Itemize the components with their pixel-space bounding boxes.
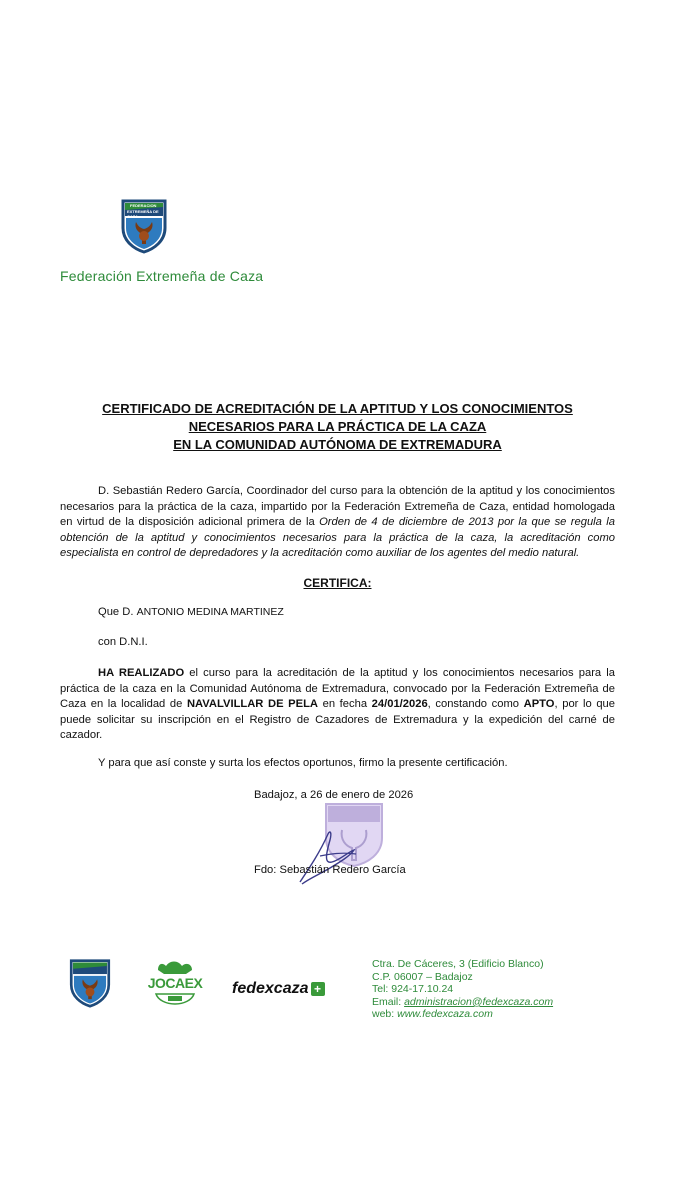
plus-icon: + (311, 982, 325, 996)
federation-logo (120, 198, 168, 254)
person-line (98, 606, 284, 618)
signature-line: Fdo: Sebastián Redero García (254, 864, 406, 876)
que-prefix: Que D. (98, 606, 134, 618)
phone: Tel: 924-17.10.24 (372, 983, 454, 996)
intro-paragraph (60, 484, 615, 562)
org-name: Federación Extremeña de Caza (60, 268, 264, 284)
realizado-text: , por lo que puede solicitar su inscripción en el Registro de Cazadores de Extremadura y la expedición del carné de cazador. (60, 698, 615, 741)
realizado-text: en fecha (318, 698, 372, 710)
web-link[interactable]: www.fedexcaza.com (397, 1008, 493, 1021)
address-line-2: C.P. 06007 – Badajoz (372, 970, 473, 983)
title-line-1: CERTIFICADO DE ACREDITACIÓN DE LA APTITUD Y LOS CONOCIMIENTOS (102, 401, 573, 416)
signature (290, 812, 370, 892)
realizado-text: el curso para la acreditación de la aptitud y los conocimientos necesarios para la práctica de la caza en la Comunidad Autónoma de Extremadura, convocado por la Federación Extremeña de Caza en la localidad de (60, 667, 616, 710)
result: APTO (523, 698, 555, 710)
jocaex-logo (142, 958, 208, 1006)
logo-text: EXTREMEÑA DE CAZA (127, 209, 159, 219)
course-date: 24/01/2026 (371, 698, 428, 710)
realizado-bold: HA REALIZADO (98, 667, 185, 679)
address-line-1: Ctra. De Cáceres, 3 (Edificio Blanco) (372, 958, 544, 970)
certificate-title (60, 400, 615, 454)
certifica-heading: CERTIFICA: (303, 576, 372, 590)
footer-contact (372, 958, 553, 1021)
jocaex-text: JOCAEX (147, 975, 203, 991)
closing-text: Y para que así conste y surta los efectos oportunos, firmo la presente certificación. (98, 757, 508, 769)
person-name: ANTONIO MEDINA MARTINEZ (136, 606, 284, 618)
realizado-paragraph (60, 666, 615, 744)
place-date: Badajoz, a 26 de enero de 2026 (254, 789, 414, 801)
web-label: web: (372, 1008, 398, 1021)
web-line (372, 1008, 553, 1021)
intro-order-text: Orden de 4 de diciembre de 2013 por la que se regula la obtención de la aptitud y conocimientos necesarios para la práctica de la caza, la acreditación como especialista en control de depredadores y la acreditación como auxiliar de los agentes del medio natural. (60, 516, 615, 559)
title-line-3: EN LA COMUNIDAD AUTÓNOMA DE EXTREMADURA (173, 437, 502, 452)
fedexcaza-logo (232, 978, 325, 1000)
intro-text: D. Sebastián Redero García, Coordinador del curso para la obtención de la aptitud y los conocimientos necesarios para la práctica de la caza, impartido por la Federación Extremeña de Caza, entidad homologada en virtud de la disposición adicional primera de la (60, 485, 615, 528)
realizado-text: , constando como (427, 698, 524, 710)
locality: NAVALVILLAR DE PELA (186, 698, 318, 710)
title-line-2: NECESARIOS PARA LA PRÁCTICA DE LA CAZA (188, 419, 487, 434)
fedexcaza-text: fedexcaza (232, 980, 309, 997)
dni-line: con D.N.I. (98, 636, 148, 648)
email-line (372, 996, 553, 1009)
footer-federation-logo (68, 958, 112, 1008)
email-label: Email: (372, 995, 405, 1008)
email-link[interactable]: administracion@fedexcaza.com (404, 995, 554, 1008)
logo-text: FEDERACION (130, 203, 157, 208)
